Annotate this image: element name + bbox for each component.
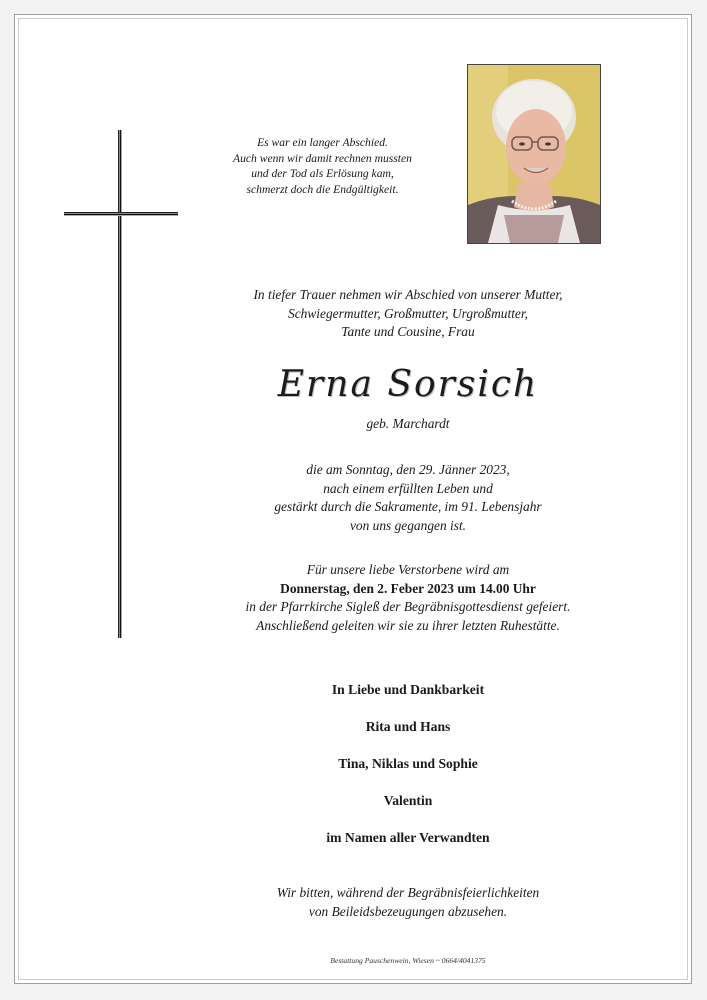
funeral-line: in der Pfarrkirche Sigleß der Begräbnisgottesdienst gefeiert. [245,599,571,615]
death-notice [160,461,656,535]
funeral-date-time: Donnerstag, den 2. Feber 2023 um 14.00 Uhr [280,580,536,596]
request-line: von Beileidsbezeugungen abzusehen. [308,903,508,919]
cross-vertical-beam [118,130,122,638]
intro-line: Tante und Cousine, Frau [341,324,475,340]
poem-line: Auch wenn wir damit rechnen mussten [233,151,412,165]
mourner-line: Valentin [383,793,433,808]
portrait-photo [467,64,601,244]
intro-text [160,286,656,342]
mourner-line: In Liebe und Dankbarkeit [331,682,485,697]
funeral-info [160,561,656,635]
intro-line: Schwiegermutter, Großmutter, Urgroßmutter, [288,305,528,321]
poem [200,135,445,197]
death-notice-line: nach einem erfüllten Leben und [323,480,493,496]
deceased-name: Erna Sorsich [277,364,539,405]
poem-line: Es war ein langer Abschied. [257,136,388,149]
death-notice-line: gestärkt durch die Sakramente, im 91. Lebensjahr [274,499,542,515]
birth-name: geb. Marchardt [366,416,450,431]
funeral-line: Anschließend geleiten wir sie zu ihrer letzten Ruhestätte. [256,617,560,633]
poem-line: schmerzt doch die Endgültigkeit. [246,182,399,196]
death-notice-line: von uns gegangen ist. [349,517,467,533]
mourner-line: Rita und Hans [365,719,451,734]
poem-line: und der Tod als Erlösung kam, [251,167,394,181]
intro-line: In tiefer Trauer nehmen wir Abschied von unserer Mutter, [253,287,563,302]
condolence-request [160,884,656,921]
mourner-line: im Namen aller Verwandten [326,830,490,845]
death-notice-line: die am Sonntag, den 29. Jänner 2023, [306,462,510,477]
request-line: Wir bitten, während der Begräbnisfeierlichkeiten [276,885,540,900]
cross-horizontal-beam [64,212,178,216]
undertaker-footer: Bestattung Pauschenwein, Wiesen ~ 0664/4041375 [330,956,486,965]
mourner-line: Tina, Niklas und Sophie [338,756,478,771]
funeral-line: Für unsere liebe Verstorbene wird am [306,562,510,577]
